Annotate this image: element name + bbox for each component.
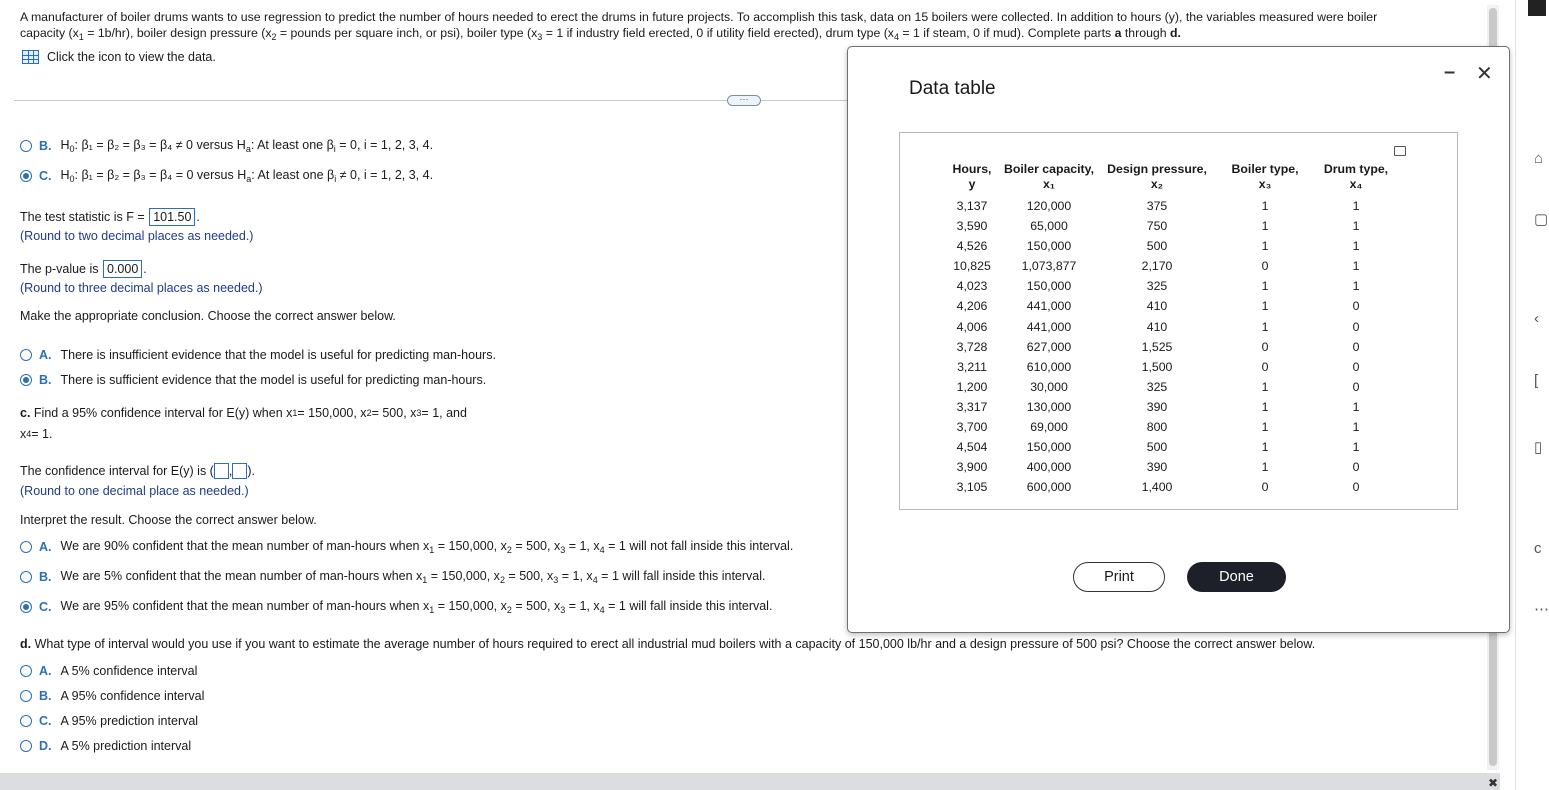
table-cell: 410: [1146, 319, 1168, 334]
book-icon[interactable]: ▯: [1534, 439, 1543, 456]
table-cell: 65,000: [1030, 219, 1068, 234]
radio-conc-b[interactable]: [20, 374, 32, 386]
table-cell: 1: [1352, 239, 1360, 254]
table-cell: 1: [1261, 420, 1269, 435]
table-row: [944, 397, 1398, 417]
table-row: [944, 437, 1398, 457]
table-cell: 3,211: [957, 359, 987, 374]
table-cell: 325: [1146, 379, 1168, 394]
table-cell: 0: [1261, 339, 1269, 354]
table-cell: 150,000: [1026, 279, 1072, 294]
col-header-hours: Hours, y: [952, 162, 992, 191]
radio-d-c[interactable]: [20, 715, 32, 727]
table-cell: 0: [1261, 259, 1269, 274]
radio-d-b[interactable]: [20, 690, 32, 702]
conclusion-prompt: Make the appropriate conclusion. Choose the correct answer below.: [20, 309, 396, 323]
table-row: [944, 417, 1398, 437]
table-cell: 1: [1261, 460, 1269, 475]
table-cell: 3,137: [956, 199, 988, 213]
table-cell: 0: [1261, 359, 1269, 374]
table-cell: 1: [1352, 440, 1360, 455]
table-cell: 3,728: [956, 339, 988, 354]
table-cell: 1: [1261, 239, 1269, 254]
interpret-option-a[interactable]: A. We are 90% confident that the mean number of man-hours when $x_1 = 150,000$, $x_2 = 500$, $x_3 = 1$, $x_4 = 1$ will not fall inside this interval.: [20, 539, 793, 555]
minimize-button[interactable]: –: [1444, 61, 1456, 83]
table-cell: 3,900: [956, 460, 988, 475]
data-table: [944, 162, 1398, 497]
view-data-label: Click the icon to view the data.: [47, 50, 216, 64]
p-round-hint: (Round to three decimal places as needed.): [20, 281, 263, 295]
table-row: [944, 337, 1398, 357]
table-cell: 1: [1261, 319, 1269, 334]
part-d-option-d[interactable]: D. A 5% prediction interval: [20, 739, 191, 753]
close-icon[interactable]: ✖: [1488, 776, 1499, 790]
part-c-prompt-cont: x 4 = 1.: [20, 427, 53, 441]
table-row: [944, 276, 1398, 296]
conclusion-option-a[interactable]: A. There is insufficient evidence that the model is useful for predicting man-hours.: [20, 348, 496, 362]
table-cell: 0: [1352, 480, 1360, 495]
table-cell: 4,526: [956, 239, 988, 254]
table-cell: 150,000: [1026, 440, 1072, 455]
table-cell: 1: [1261, 219, 1269, 234]
table-cell: 0: [1261, 480, 1269, 495]
table-row: [944, 477, 1398, 497]
table-cell: 1: [1261, 299, 1269, 314]
part-c-prompt: c. Find a 95% confidence interval for E(y) when x 1 = 150,000, x 2 = 500, x 3 = 1, and: [20, 406, 467, 420]
table-cell: 627,000: [1026, 339, 1072, 354]
problem-statement: A manufacturer of boiler drums wants to use regression to predict the number of hours needed to erect the drums in future projects. To accomplish this task, data on 15 boilers were collected. In addition to hours (y), the variables measured were boiler capacity $(x_1 = 1b/hr)$, boiler design pressure ($x_2$ = pounds per square inch, or psi), boiler type ($x_3 = 1$ if industry field erected, 0 if utility field erected), drum type ($x_4 = 1$ if steam, 0 if mud). Complete parts a through d.: [20, 10, 1378, 42]
table-cell: 441,000: [1026, 299, 1072, 314]
table-row: [944, 236, 1398, 256]
table-cell: 441,000: [1026, 319, 1072, 334]
radio-hyp-c[interactable]: [20, 170, 32, 182]
part-d-prompt: d. What type of interval would you use if you want to estimate the average number of hours required to erect all industrial mud boilers with a capacity of 150,000 lb/hr and a design pressure of 500 psi? Choose the correct answer below.: [20, 637, 1316, 651]
table-cell: 120,000: [1026, 199, 1072, 213]
expand-question-button[interactable]: ···: [727, 95, 761, 106]
table-cell: 3,590: [956, 219, 988, 234]
p-value-answer[interactable]: 0.000: [103, 260, 142, 278]
table-cell: 1: [1352, 399, 1360, 414]
table-row: [944, 296, 1398, 316]
table-row: [944, 357, 1398, 377]
test-statistic-answer[interactable]: 101.50: [149, 208, 195, 226]
table-cell: 2,170: [1141, 259, 1173, 274]
table-cell: 0: [1352, 359, 1360, 374]
radio-interp-a[interactable]: [20, 541, 32, 553]
table-cell: 1: [1261, 399, 1269, 414]
table-cell: 4,023: [956, 279, 988, 294]
table-cell: 1: [1261, 440, 1269, 455]
view-data-link[interactable]: [22, 50, 216, 64]
table-cell: 10,825: [953, 259, 991, 274]
table-cell: 4,206: [956, 299, 988, 314]
ci-line: The confidence interval for E(y) is ( , ).: [20, 464, 255, 478]
table-cell: 375: [1146, 199, 1168, 213]
table-cell: 130,000: [1026, 399, 1072, 414]
table-cell: 0: [1352, 299, 1360, 314]
table-cell: 1: [1261, 279, 1269, 294]
table-row: [944, 377, 1398, 397]
table-cell: 3,105: [956, 480, 988, 495]
radio-d-d[interactable]: [20, 740, 32, 752]
col-header-capacity: Boiler capacity, x₁: [1004, 162, 1094, 191]
tool-icon[interactable]: c: [1534, 540, 1542, 557]
table-cell: 30,000: [1030, 379, 1068, 394]
interpret-option-b[interactable]: B. We are 5% confident that the mean number of man-hours when $x_1 = 150,000$, $x_2 = 500$, $x_3 = 1$, $x_4 = 1$ will fall inside this interval.: [20, 569, 765, 585]
hypothesis-option-c[interactable]: C. $H_0$: β₁ = β₂ = β₃ = β₄ = 0 versus $H_a$: At least one $\beta_i \ne 0$, i = 1, 2, 3, 4.: [20, 168, 433, 184]
popout-icon[interactable]: [1394, 146, 1406, 156]
interpret-option-c[interactable]: C. We are 95% confident that the mean number of man-hours when $x_1 = 150,000$, $x_2 = 500$, $x_3 = 1$, $x_4 = 1$ will fall inside this interval.: [20, 599, 772, 615]
toolbar-handle: [1528, 0, 1546, 16]
more-icon[interactable]: ⋯: [1534, 601, 1549, 618]
data-table-dialog: [847, 46, 1510, 633]
bracket-icon[interactable]: [: [1534, 372, 1539, 389]
grid-icon[interactable]: ▢: [1534, 211, 1549, 228]
divider: [14, 100, 850, 101]
radio-d-a[interactable]: [20, 665, 32, 677]
table-cell: 4,504: [956, 440, 988, 455]
col-header-boiler-type: Boiler type, x₃: [1231, 162, 1299, 191]
interpret-prompt: Interpret the result. Choose the correct answer below.: [20, 513, 317, 527]
table-cell: 1,400: [1141, 480, 1173, 495]
col-header-drum-type: Drum type, x₄: [1323, 162, 1389, 191]
table-cell: 410: [1146, 299, 1168, 314]
radio-conc-a[interactable]: [20, 349, 32, 361]
part-d-option-c[interactable]: C. A 95% prediction interval: [20, 714, 198, 728]
radio-hyp-b[interactable]: [20, 140, 32, 152]
table-cell: 0: [1352, 379, 1360, 394]
ci-upper-input[interactable]: [232, 463, 247, 479]
table-cell: 69,000: [1030, 420, 1068, 435]
table-cell: 1,073,877: [1021, 259, 1077, 274]
table-cell: 1,525: [1141, 339, 1173, 354]
table-cell: 3,317: [956, 399, 988, 414]
table-cell: 390: [1146, 460, 1168, 475]
table-row: [944, 256, 1398, 276]
ci-round-hint: (Round to one decimal place as needed.): [20, 484, 249, 498]
table-frame: [899, 132, 1458, 510]
table-row: [944, 216, 1398, 236]
table-cell: 3,700: [956, 420, 988, 435]
part-d-option-a[interactable]: A. A 5% confidence interval: [20, 664, 197, 678]
col-header-pressure: Design pressure, x₂: [1107, 162, 1207, 191]
home-icon[interactable]: ⌂: [1534, 150, 1544, 167]
p-value-line: The p-value is 0.000 .: [20, 262, 147, 276]
table-cell: 1: [1261, 379, 1269, 394]
test-statistic-line: The test statistic is F = 101.50 .: [20, 210, 200, 224]
radio-interp-c[interactable]: [20, 601, 32, 613]
dialog-title: Data table: [909, 78, 996, 99]
close-button[interactable]: ✕: [1476, 63, 1493, 85]
table-cell: 0: [1352, 460, 1360, 475]
table-row: [944, 457, 1398, 477]
hypothesis-option-b[interactable]: B. $H_0$: β₁ = β₂ = β₃ = β₄ ≠ 0 versus $H_a$: At least one $\beta_i = 0$, i = 1, 2, 3, 4.: [20, 138, 433, 154]
done-button[interactable]: Done: [1187, 562, 1286, 592]
table-cell: 800: [1146, 420, 1168, 435]
stat-round-hint: (Round to two decimal places as needed.): [20, 229, 254, 243]
table-row: [944, 317, 1398, 337]
table-cell: 150,000: [1026, 239, 1072, 254]
print-button[interactable]: Print: [1073, 562, 1165, 592]
chevron-icon[interactable]: ‹: [1534, 310, 1539, 327]
bottom-toolbar: [0, 773, 1500, 790]
table-cell: 500: [1146, 440, 1168, 455]
table-cell: 0: [1352, 339, 1360, 354]
table-cell: 390: [1146, 399, 1168, 414]
radio-interp-b[interactable]: [20, 571, 32, 583]
table-cell: 1: [1352, 259, 1360, 274]
table-cell: 750: [1146, 219, 1168, 234]
ci-lower-input[interactable]: [214, 463, 229, 479]
table-cell: 600,000: [1026, 480, 1072, 495]
table-cell: 1,200: [956, 379, 988, 394]
table-cell: 1: [1352, 279, 1360, 294]
table-cell: 500: [1146, 239, 1168, 254]
table-cell: 1: [1261, 199, 1269, 213]
table-cell: 4,006: [956, 319, 988, 334]
table-cell: 610,000: [1026, 359, 1072, 374]
table-cell: 0: [1352, 319, 1360, 334]
table-cell: 1: [1352, 420, 1360, 435]
table-cell: 325: [1146, 279, 1168, 294]
side-toolbar: [1515, 0, 1549, 790]
table-cell: 1: [1352, 199, 1360, 213]
data-table-icon[interactable]: [22, 50, 39, 64]
table-cell: 1: [1352, 219, 1360, 234]
table-cell: 1,500: [1141, 359, 1173, 374]
part-d-option-b[interactable]: B. A 95% confidence interval: [20, 689, 204, 703]
conclusion-option-b[interactable]: B. There is sufficient evidence that the model is useful for predicting man-hours.: [20, 373, 486, 387]
table-cell: 400,000: [1026, 460, 1072, 475]
